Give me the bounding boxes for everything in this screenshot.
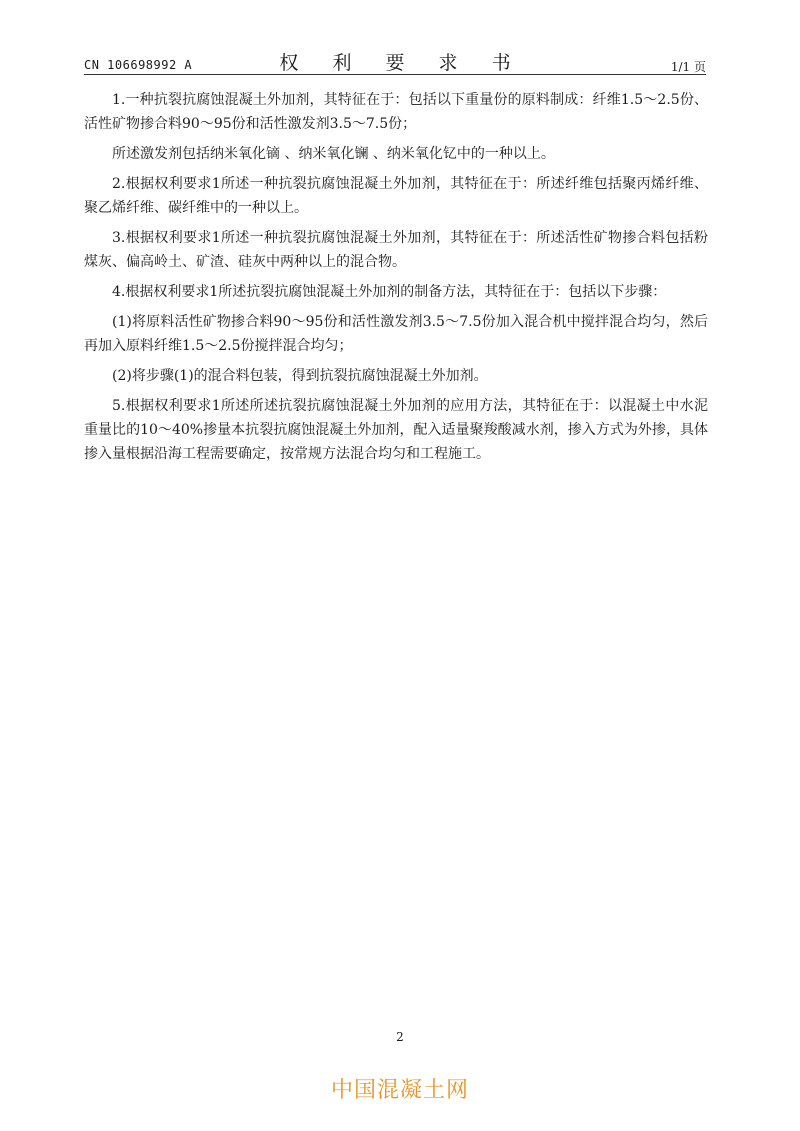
claim-1: 1.一种抗裂抗腐蚀混凝土外加剂，其特征在于：包括以下重量份的原料制成：纤维1.5～2.5份、活性矿物掺合料90～95份和活性激发剂3.5～7.5份；: [84, 92, 708, 132]
claim-4-step-2: (2)将步骤(1)的混合料包装，得到抗裂抗腐蚀混凝土外加剂。: [112, 368, 488, 384]
header-divider: [84, 74, 706, 75]
claim-1-activator: 所述激发剂包括纳米氧化镝 、纳米氧化镧 、纳米氧化钇中的一种以上。: [112, 146, 555, 162]
page-count: 1/1 页: [670, 60, 706, 74]
document-header: [84, 44, 706, 74]
page-number: 2: [396, 1030, 404, 1044]
claim-4: 4.根据权利要求1所述抗裂抗腐蚀混凝土外加剂的制备方法，其特征在于：包括以下步骤：: [112, 284, 667, 300]
claim-3: 3.根据权利要求1所述一种抗裂抗腐蚀混凝土外加剂，其特征在于：所述活性矿物掺合料包括粉煤灰、偏高岭土、矿渣、硅灰中两种以上的混合物。: [84, 230, 708, 270]
claim-2: 2.根据权利要求1所述一种抗裂抗腐蚀混凝土外加剂，其特征在于：所述纤维包括聚丙烯纤维、聚乙烯纤维、碳纤维中的一种以上。: [84, 176, 708, 216]
site-watermark: 中国混凝土网: [330, 1078, 469, 1103]
claim-4-step-1: (1)将原料活性矿物掺合料90～95份和活性激发剂3.5～7.5份加入混合机中搅拌混合均匀，然后再加入原料纤维1.5～2.5份搅拌混合均匀；: [84, 314, 708, 354]
document-title: 权 利 要 求 书: [279, 52, 525, 74]
claims-body: [84, 88, 708, 472]
claim-5: 5.根据权利要求1所述所述抗裂抗腐蚀混凝土外加剂的应用方法，其特征在于：以混凝土中水泥重量比的10～40%掺量本抗裂抗腐蚀混凝土外加剂，配入适量聚羧酸减水剂，掺入方式为外掺，具体掺入量根据沿海工程需要确定，按常规方法混合均匀和工程施工。: [84, 398, 708, 462]
publication-number: CN 106698992 A: [84, 58, 193, 72]
